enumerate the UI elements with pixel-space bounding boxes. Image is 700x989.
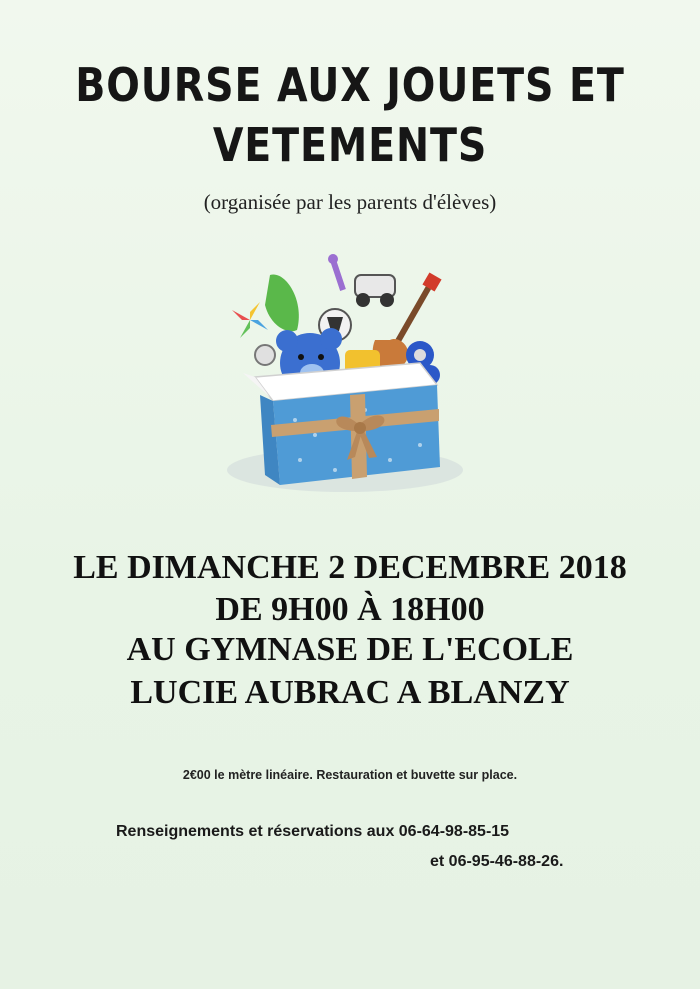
contact-line-1: Renseignements et réservations aux 06-64-98-85-15 — [116, 823, 510, 840]
contact-line-2: et 06-95-46-88-26. — [430, 853, 564, 870]
event-venue-line-1: AU GYMNASE DE L'ECOLE — [126, 631, 574, 668]
subtitle: (organisée par les parents d'élèves) — [203, 190, 497, 214]
title-line-1: BOURSE AUX JOUETS ET — [75, 58, 625, 112]
gift-box-toys-illustration — [215, 245, 485, 505]
event-date: LE DIMANCHE 2 DECEMBRE 2018 — [73, 549, 627, 586]
pricing-note: 2€00 le mètre linéaire. Restauration et buvette sur place. — [182, 768, 518, 782]
event-venue-line-2: LUCIE AUBRAC A BLANZY — [130, 674, 570, 711]
event-hours: DE 9H00 À 18H00 — [215, 591, 485, 628]
title-line-2: VETEMENTS — [212, 118, 488, 172]
